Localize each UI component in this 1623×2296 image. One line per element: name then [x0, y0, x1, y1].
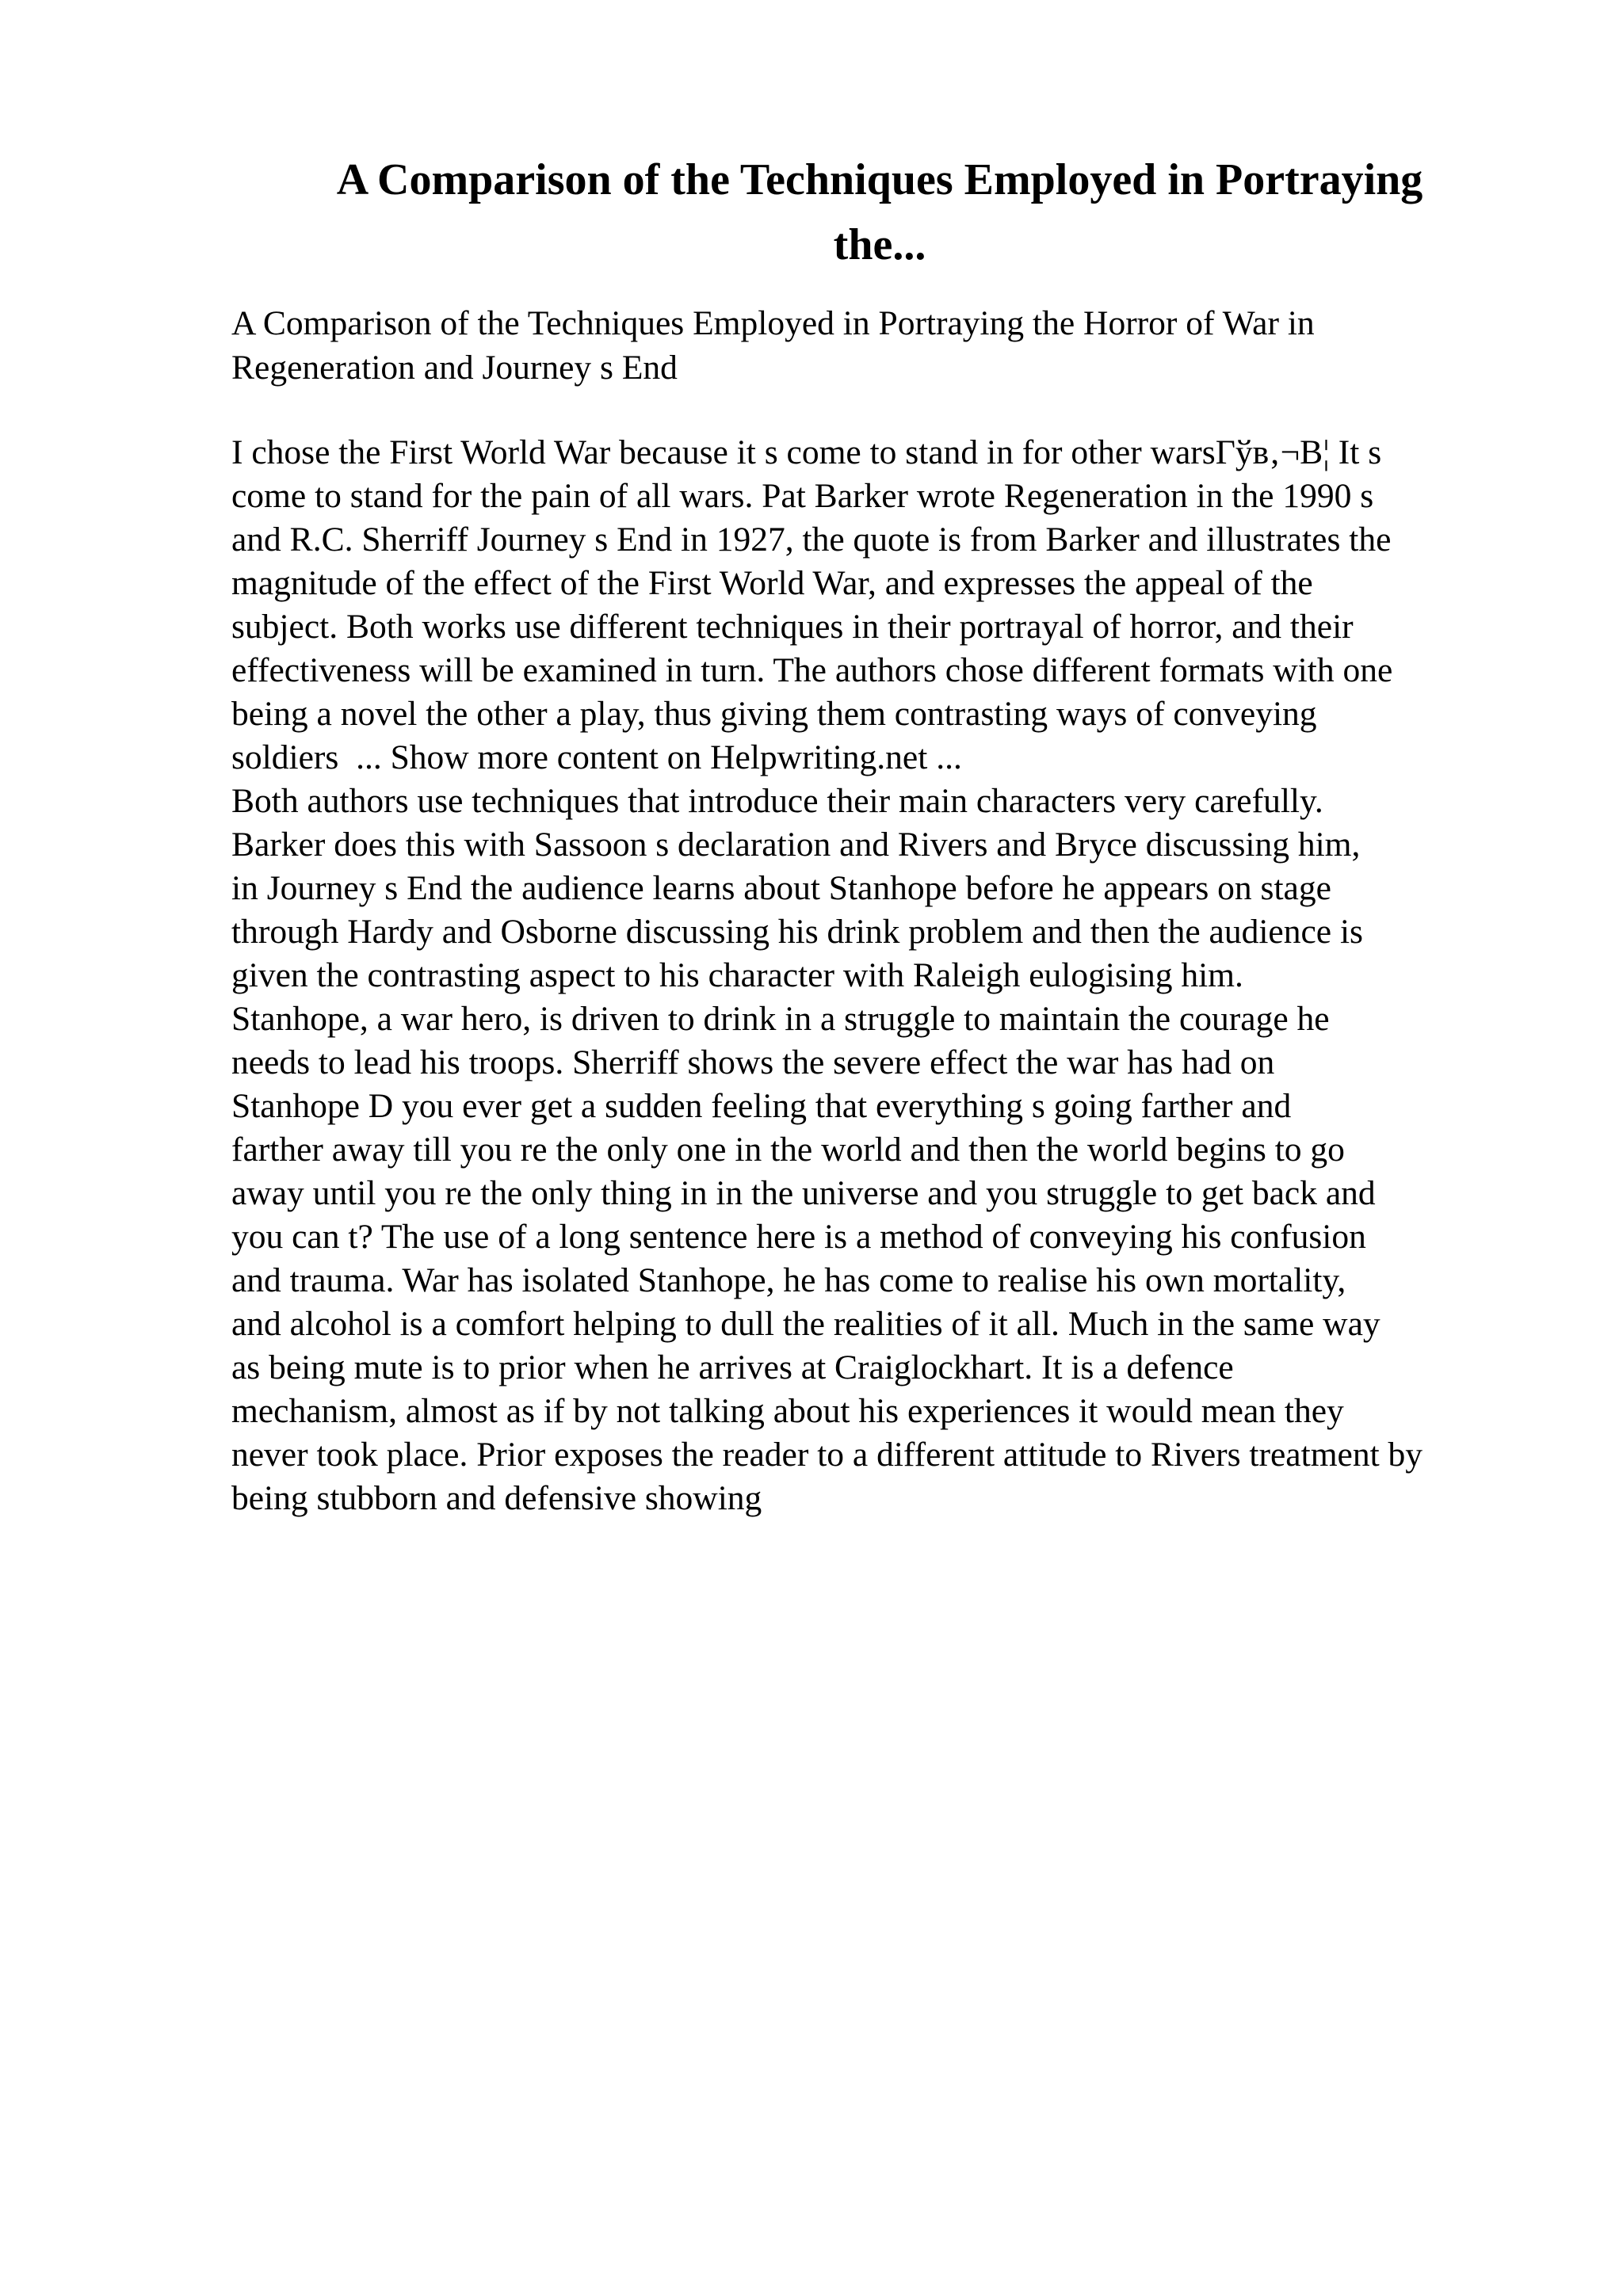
body-line: I chose the First World War because it s come to stand in for other warsГўв‚¬В¦ It s — [231, 433, 1382, 471]
body-line: needs to lead his troops. Sherriff shows the severe effect the war has had on — [231, 1043, 1275, 1081]
body-line: in Journey s End the audience learns about Stanhope before he appears on stage — [231, 869, 1331, 907]
title-line-2: the... — [833, 220, 926, 269]
body-line: you can t? The use of a long sentence here is a method of conveying his confusion — [231, 1218, 1366, 1256]
body-line: Barker does this with Sassoon s declaration and Rivers and Bryce discussing him, — [231, 826, 1361, 864]
title-line-1: A Comparison of the Techniques Employed in Portraying — [336, 155, 1423, 204]
body-line: effectiveness will be examined in turn. The authors chose different formats with one — [231, 651, 1393, 689]
body-line: soldiers ... Show more content on Helpwriting.net ... — [231, 738, 962, 776]
body-line: mechanism, almost as if by not talking about his experiences it would mean they — [231, 1392, 1344, 1430]
body-line: away until you re the only thing in in the universe and you struggle to get back and — [231, 1174, 1376, 1212]
document-title — [238, 147, 1522, 277]
body-line: never took place. Prior exposes the reader to a different attitude to Rivers treatment by — [231, 1436, 1423, 1474]
body-line: given the contrasting aspect to his character with Raleigh eulogising him. — [231, 956, 1243, 994]
body-line: Both authors use techniques that introduce their main characters very carefully. — [231, 782, 1323, 820]
body-line: and alcohol is a comfort helping to dull the realities of it all. Much in the same way — [231, 1305, 1381, 1343]
body-line: as being mute is to prior when he arrives at Craiglockhart. It is a defence — [231, 1348, 1234, 1386]
body-line: Stanhope D you ever get a sudden feeling that everything s going farther and — [231, 1087, 1292, 1125]
document-subtitle — [231, 301, 1515, 390]
body-line: and R.C. Sherriff Journey s End in 1927, the quote is from Barker and illustrates the — [231, 521, 1392, 559]
body-line: subject. Both works use different techniques in their portrayal of horror, and their — [231, 608, 1354, 646]
subtitle-line-1: A Comparison of the Techniques Employed in Portraying the Horror of War in — [231, 304, 1315, 342]
body-line: being stubborn and defensive showing — [231, 1479, 762, 1517]
body-line: and trauma. War has isolated Stanhope, he has come to realise his own mortality, — [231, 1261, 1346, 1299]
document-body — [231, 431, 1531, 1520]
subtitle-line-2: Regeneration and Journey s End — [231, 349, 678, 387]
body-line: farther away till you re the only one in the world and then the world begins to go — [231, 1131, 1345, 1169]
body-line: through Hardy and Osborne discussing his drink problem and then the audience is — [231, 913, 1363, 951]
body-line: Stanhope, a war hero, is driven to drink in a struggle to maintain the courage he — [231, 1000, 1330, 1038]
body-line: come to stand for the pain of all wars. Pat Barker wrote Regeneration in the 1990 s — [231, 477, 1374, 515]
body-line: magnitude of the effect of the First World War, and expresses the appeal of the — [231, 564, 1313, 602]
body-line: being a novel the other a play, thus giving them contrasting ways of conveying — [231, 695, 1317, 733]
